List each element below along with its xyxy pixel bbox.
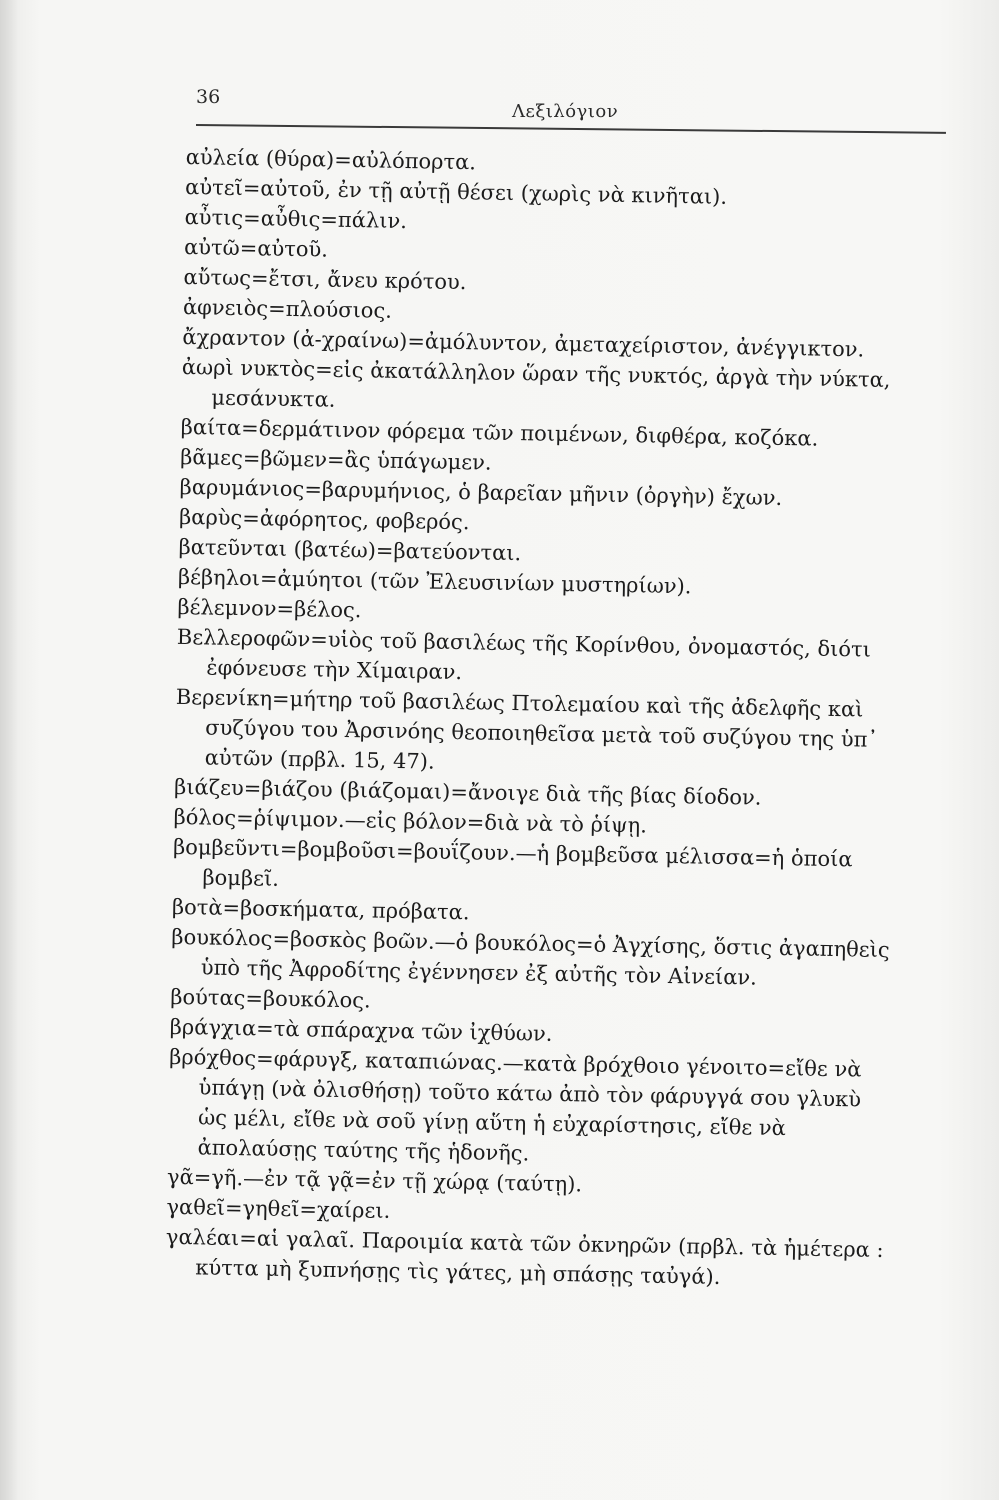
glossary-entry: βᾶμες=βῶμεν=ἂς ὑπάγωμεν. <box>180 444 492 475</box>
glossary-entry: βουκόλος=βοσκὸς βοῶν.—ὁ βουκόλος=ὁ Ἀγχίσης, ὅστις ἀγαπηθεὶς ὑπὸ τῆς Ἀφροδίτης ἐγέννησεν ἐξ αὐτῆς τὸν Αἰνείαν. <box>171 924 890 990</box>
glossary-entry: αὖτις=αὖθις=πάλιν. <box>184 204 408 234</box>
glossary-entry: βιάζευ=βιάζου (βιάζομαι)=ἄνοιγε διὰ τῆς βίας δίοδον. <box>173 774 762 810</box>
glossary-entry: Βερενίκη=μήτηρ τοῦ βασιλέως Πτολεμαίου καὶ τῆς ἀδελφῆς καὶ συζύγου του Ἀρσινόης θεοποιηθεῖσα μετὰ τοῦ συζύγου της ὑπ᾽ αὐτῶν (πρβλ. 15, 47). <box>175 684 879 774</box>
glossary-entry: βαίτα=δερμάτινον φόρεμα τῶν ποιμένων, διφθέρα, κοζόκα. <box>180 414 819 451</box>
glossary-entry: ἀφνειὸς=πλούσιος. <box>182 294 393 323</box>
glossary-entry: βαρὺς=ἀφόρητος, φοβερός. <box>178 504 470 535</box>
glossary-entry: γαλέαι=αἱ γαλαῖ. Παροιμία κατὰ τῶν ὀκνηρῶν (πρβλ. τὰ ἡμέτερα : κύττα μὴ ξυπνήσῃς τὶς γάτες, μὴ σπάσῃς ταὐγά). <box>165 1224 884 1289</box>
glossary-entry: γαθεῖ=γηθεῖ=χαίρει. <box>166 1194 391 1223</box>
glossary-entry: ἄχραντον (ἀ-χραίνω)=ἀμόλυντον, ἀμεταχείριστον, ἀνέγγικτον. <box>182 324 865 362</box>
glossary-entry: βράγχια=τὰ σπάραχνα τῶν ἰχθύων. <box>169 1014 553 1046</box>
glossary-entry: βαρυμάνιος=βαρυμήνιος, ὁ βαρεῖαν μῆνιν (ὀργὴν) ἔχων. <box>179 474 783 510</box>
glossary-entry: αὐτεῖ=αὐτοῦ, ἐν τῇ αὐτῇ θέσει (χωρὶς νὰ κινῆται). <box>184 174 728 209</box>
header-rule <box>196 124 946 134</box>
glossary-entry: αὔτως=ἔτσι, ἄνευ κρότου. <box>183 264 467 295</box>
glossary-entry: βατεῦνται (βατέω)=βατεύονται. <box>178 534 522 566</box>
binding-shadow <box>0 0 18 1500</box>
glossary-entries <box>165 142 906 1295</box>
glossary-entry: αὐτῶ=αὐτοῦ. <box>183 234 329 262</box>
glossary-entry: βέβηλοι=ἀμύητοι (τῶν Ἐλευσινίων μυστηρίων). <box>177 564 692 599</box>
glossary-entry: βέλεμνον=βέλος. <box>177 594 362 623</box>
glossary-entry: βόλος=ῥίψιμον.—εἰς βόλον=διὰ νὰ τὸ ῥίψῃ. <box>173 804 648 838</box>
running-head: Λεξιλόγιον <box>512 101 619 122</box>
glossary-entry: βομβεῦντι=βομβοῦσι=βουΐζουν.—ἡ βομβεῦσα μέλισσα=ἡ ὁποία βομβεῖ. <box>172 834 853 891</box>
glossary-entry: γᾶ=γῆ.—ἐν τᾷ γᾷ=ἐν τῇ χώρᾳ (ταύτῃ). <box>166 1164 583 1197</box>
glossary-entry: Βελλεροφῶν=υἱὸς τοῦ βασιλέως τῆς Κορίνθου, ὀνομαστός, διότι ἐφόνευσε τὴν Χίμαιραν. <box>176 624 872 685</box>
glossary-entry: βοτὰ=βοσκήματα, πρόβατα. <box>171 894 470 925</box>
glossary-entry: βούτας=βουκόλος. <box>170 984 371 1013</box>
glossary-entry: αὐλεία (θύρα)=αὐλόπορτα. <box>185 144 477 175</box>
page-number: 36 <box>196 86 221 108</box>
glossary-entry: ἀωρὶ νυκτὸς=εἰς ἀκατάλληλον ὥραν τῆς νυκτός, ἀργὰ τὴν νύκτα, μεσάνυκτα. <box>181 354 891 412</box>
glossary-entry: βρόχθος=φάρυγξ, καταπιώνας.—κατὰ βρόχθοιο γένοιτο=εἴθε νὰ ὑπάγῃ (νὰ ὀλισθήσῃ) τοῦτο κάτω ἀπὸ τὸν φάρυγγά σου γλυκὺ ὡς μέλι, εἴθε νὰ σοῦ γίνῃ αὕτη ἡ εὐχαρίστησις, εἴθε νὰ ἀπολαύσῃς ταύτης τῆς ἡδονῆς. <box>169 1044 862 1166</box>
